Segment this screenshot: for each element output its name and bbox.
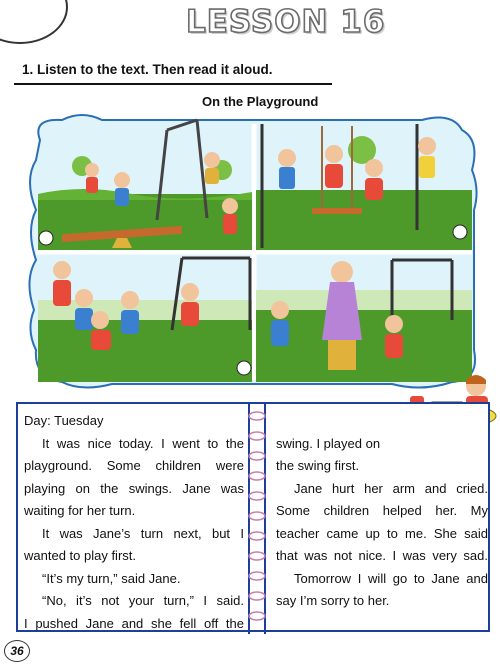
passage-line: Day: Tuesday <box>24 413 104 428</box>
passage-line: playground. Some children were <box>24 458 244 473</box>
passage-line: teacher came up to me. She said <box>276 525 488 541</box>
notebook-spine <box>246 402 268 634</box>
passage-title: On the Playground <box>202 94 319 109</box>
child-figure <box>271 301 289 346</box>
passage-line: “It’s my turn,” said Jane. <box>42 570 181 586</box>
child-figure <box>385 315 403 358</box>
instruction-text: 1. Listen to the text. Then read it aloud. <box>22 62 273 77</box>
passage-line: It was nice today. I went to the <box>42 435 244 451</box>
passage-line: the swing first. <box>276 458 360 473</box>
passage-line: swing. I played on <box>276 435 381 451</box>
passage-line: Some children helped her. My <box>276 503 488 518</box>
child-figure <box>121 291 139 334</box>
passage-line: wanted to play first. <box>24 548 136 563</box>
lesson-title: LESSON 16 <box>186 4 386 40</box>
passage-line: that was not nice. I was very sad. <box>276 548 488 563</box>
passage-line: waiting for her turn. <box>24 503 136 518</box>
child-figure <box>365 159 383 200</box>
playground-illustration <box>22 110 480 392</box>
child-figure <box>418 137 436 178</box>
passage-left-column <box>24 410 244 635</box>
child-figure <box>75 289 93 330</box>
passage-line: It was Jane’s turn next, but I <box>42 525 244 541</box>
passage-line: “No, it’s not your turn,” I said. <box>42 593 244 608</box>
child-figure <box>114 172 130 206</box>
passage-line: playing on the swings. Jane was <box>24 480 244 496</box>
passage-right-column <box>276 410 488 613</box>
instruction-underline <box>14 83 332 85</box>
child-figure <box>85 163 99 193</box>
page-number: 36 <box>4 640 30 662</box>
passage-line: I pushed Jane and she fell off the <box>24 615 244 631</box>
child-figure <box>222 198 238 234</box>
passage-line: Tomorrow I will go to Jane and <box>294 570 488 586</box>
passage-box <box>16 402 490 632</box>
child-figure <box>181 283 199 326</box>
passage-line: say I’m sorry to her. <box>276 593 390 608</box>
child-figure <box>325 145 343 188</box>
child-figure <box>53 261 71 306</box>
child-figure <box>278 149 296 189</box>
child-figure <box>91 311 111 350</box>
passage-line: Jane hurt her arm and cried. <box>294 480 488 496</box>
unit-badge <box>0 0 68 44</box>
